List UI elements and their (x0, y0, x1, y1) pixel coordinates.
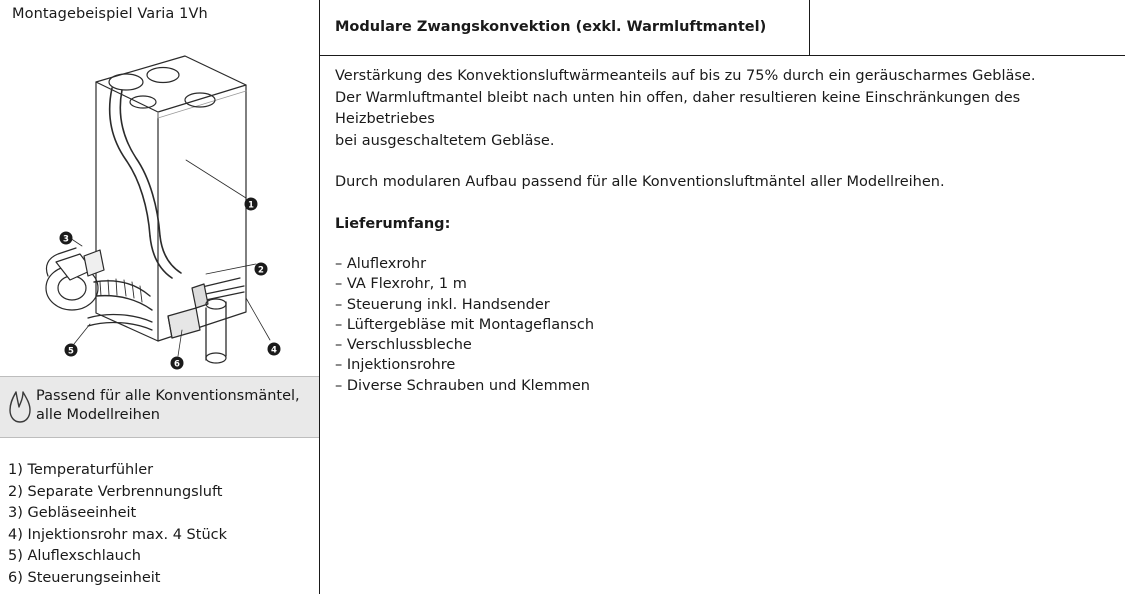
badge-line-1: Passend für alle Konventionsmäntel, (36, 388, 300, 404)
section-body (335, 66, 1115, 396)
legend-item: 1) Temperaturfühler (8, 462, 154, 478)
svg-text:1: 1 (248, 200, 254, 211)
svg-text:4: 4 (271, 345, 277, 356)
right-column (320, 0, 1125, 594)
spacer (335, 235, 1115, 254)
legend-item: 5) Aluflexschlauch (8, 548, 141, 564)
legend-list (0, 460, 319, 589)
section-header-row (320, 0, 1125, 56)
compatibility-badge-text (36, 387, 311, 425)
delivery-item: – Steuerung inkl. Handsender (335, 296, 550, 313)
legend-item: 4) Injektionsrohr max. 4 Stück (8, 526, 228, 543)
svg-text:3: 3 (63, 234, 69, 245)
paragraph-1-line-3: bei ausgeschaltetem Gebläse. (335, 132, 555, 149)
spacer (335, 152, 1115, 172)
svg-text:2: 2 (258, 265, 264, 276)
section-header-cell (320, 0, 810, 55)
legend-item: 3) Gebläseeinheit (8, 505, 137, 521)
paragraph-1-line-2: Der Warmluftmantel bleibt nach unten hin offen, daher resultieren keine Einschränkungen des Heizbetriebes (335, 89, 1021, 127)
delivery-item: – Lüftergebläse mit Montageflansch (335, 316, 595, 333)
section-header-empty-cell (810, 0, 1125, 55)
section-title: Modulare Zwangskonvektion (exkl. Warmluftmantel) (335, 19, 767, 35)
legend-item: 2) Separate Verbrennungsluft (8, 483, 223, 500)
paragraph-2: Durch modularen Aufbau passend für alle Konventionsluftmäntel aller Modellreihen. (335, 174, 945, 190)
paragraph-1-line-1: Verstärkung des Konvektionsluftwärmeanteils auf bis zu 75% durch ein geräuscharmes Gebläse. (335, 68, 1036, 84)
delivery-item: – Aluflexrohr (335, 256, 427, 272)
delivery-heading: Lieferumfang: (335, 215, 451, 232)
flame-icon (8, 390, 32, 424)
left-column (0, 0, 320, 594)
spacer (335, 194, 1115, 214)
delivery-item: – Injektionsrohre (335, 357, 456, 374)
delivery-item: – Verschlussbleche (335, 337, 472, 354)
compatibility-badge (0, 376, 319, 438)
delivery-item: – Diverse Schrauben und Klemmen (335, 377, 590, 394)
svg-text:6: 6 (174, 359, 180, 370)
badge-line-2: alle Modellreihen (36, 407, 160, 423)
svg-text:5: 5 (68, 346, 74, 357)
assembly-illustration (0, 30, 319, 375)
legend-item: 6) Steuerungseinheit (8, 569, 161, 586)
delivery-item: – VA Flexrohr, 1 m (335, 276, 467, 293)
left-column-title: Montagebeispiel Varia 1Vh (12, 6, 208, 22)
